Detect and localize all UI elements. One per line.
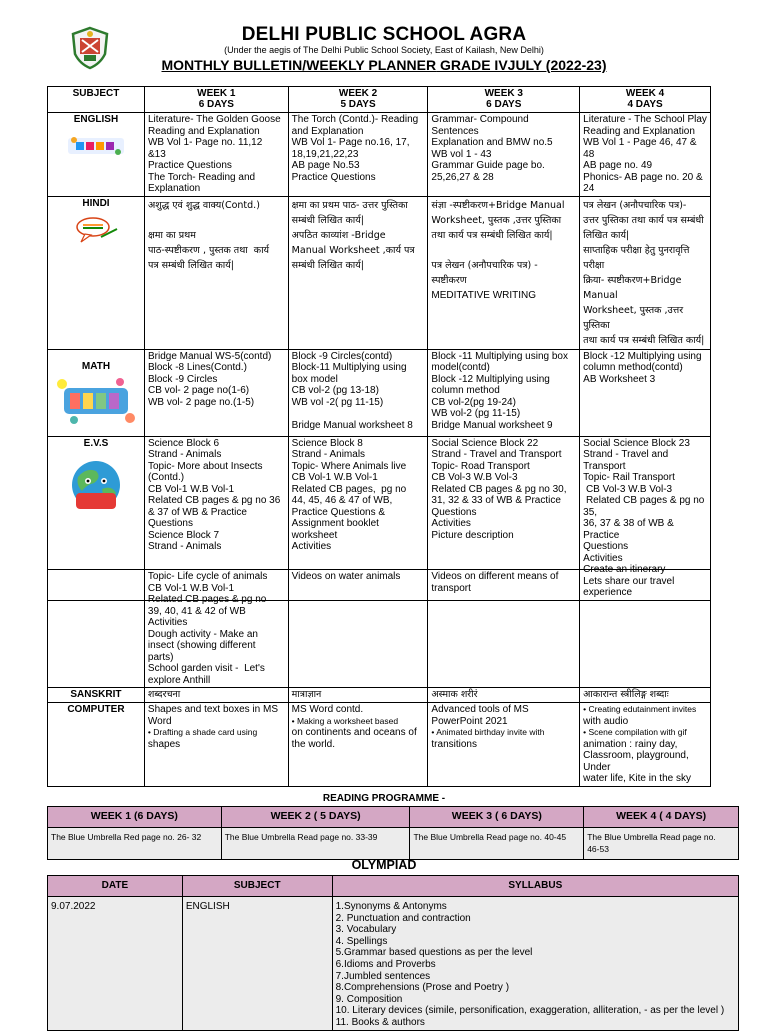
evs-week-3-text: Social Science Block 22 Strand - Travel and Transport Topic- Road Transport CB Vol-3 W.B Vol-3 Related CB pages & pg no 30, 31, 32 & 33 of WB & Practice Questions Activities Picture description (431, 437, 567, 541)
olympiad-header-subject: SUBJECT (182, 876, 332, 897)
hindi-week-2-text: क्षमा का प्रथम पाठ- उत्तर पुस्तिका सम्बंधी लिखित कार्य| अपठित काव्यांश -Bridge Manual Worksheet ,कार्य पत्र सम्बंधी लिखित कार्य| (291, 199, 415, 271)
english-week-2 (288, 113, 428, 197)
olympiad-subject: ENGLISH (182, 897, 332, 1031)
subject-hindi (48, 196, 145, 349)
computer-week-3-cont: transitions (431, 738, 477, 750)
math-week-3 (428, 349, 580, 436)
computer-week-1-topic: Shapes and text boxes in MS Word (147, 704, 278, 727)
math-week-1-text: Bridge Manual WS-5(contd) Block -8 Lines(Contd.) Block -9 Circles CB vol- 2 page no(1-6) WB vol- 2 page no.(1-5) (147, 350, 272, 408)
olympiad-header-date: DATE (48, 876, 183, 897)
week-2-days: 5 DAYS (340, 99, 376, 110)
subject-math (48, 349, 145, 436)
olympiad-title: OLYMPIAD (351, 858, 417, 872)
reading-week-2: The Blue Umbrella Read page no. 33-39 (221, 828, 410, 860)
english-week-2-text: The Torch (Contd.)- Reading and Explanation WB Vol 1- Page no.16, 17, 18,19,21,22,23 AB page No.53 Practice Questions (291, 114, 419, 183)
reading-week-4: The Blue Umbrella Read page no. 46-53 (584, 828, 739, 860)
week-2-label: WEEK 2 (338, 88, 378, 99)
computer-week-4-cont-2: animation : rainy day, Classroom, playground, Under water life, Kite in the sky (583, 738, 691, 784)
weekly-planner-table-continued (47, 569, 711, 787)
hindi-week-2 (288, 196, 428, 349)
evs-cont-week-3-text: Videos on different means of transport (431, 571, 559, 594)
hindi-week-3-text: संज्ञा -स्पष्टीकरण+Bridge Manual Worksheet, पुस्तक ,उत्तर पुस्तिका तथा कार्य पत्र सम्बंधी लिखित कार्य| पत्र लेखन (अनौपचारिक पत्र) - स्पष्टीकरण (431, 199, 565, 286)
header-subject: SUBJECT (48, 87, 145, 113)
olympiad-syllabus: 1.Synonyms & Antonyms 2. Punctuation and contraction 3. Vocabulary 4. Spellings 5.Grammar based questions as per the level 6.Idioms and Proverbs 7.Jumbled sentences 8.Comprehensions (Prose and Poetry ) 9. Composition 10. Literary devices (simile, personification, exaggeration, alliteration, - as per the level ) 11. Books & authors (332, 897, 738, 1031)
planner-header-row (48, 87, 711, 113)
computer-week-4-bullet-2: • Scene compilation with gif (583, 727, 687, 737)
row-hindi (48, 196, 711, 349)
math-illustration-icon (54, 374, 138, 426)
reading-week-3: The Blue Umbrella Read page no. 40-45 (410, 828, 584, 860)
hindi-speech-icon (71, 215, 121, 245)
math-week-1 (144, 349, 288, 436)
header-week-3 (428, 87, 580, 113)
header-week-2 (288, 87, 428, 113)
reading-header-week-4: WEEK 4 ( 4 DAYS) (584, 807, 739, 828)
evs-cont-week-4 (580, 570, 711, 688)
computer-week-4-cont-1: with audio (583, 715, 629, 727)
english-week-3-text: Grammar- Compound Sentences Explanation and BMW no.5 WB vol 1 - 43 Grammar Guide page bo. 25,26,27 & 28 (431, 114, 553, 183)
aegis-line: (Under the aegis of The Delhi Public School Society, East of Kailash, New Delhi) (224, 45, 544, 55)
weekly-planner-table (47, 86, 711, 601)
computer-week-2-cont: on continents and oceans of the world. (291, 727, 417, 750)
computer-week-2-topic: MS Word contd. (291, 704, 364, 715)
olympiad-row (48, 897, 739, 1031)
evs-cont-week-1 (144, 570, 288, 688)
week-4-days: 4 DAYS (627, 99, 663, 110)
math-week-2-text: Block -9 Circles(contd) Block-11 Multiplying using box model CB vol-2 (pg 13-18) WB vol -2( pg 11-15) Bridge Manual worksheet 8 (291, 350, 413, 431)
computer-week-1-bullet: • Drafting a shade card using (147, 727, 258, 737)
evs-week-4-text: Social Science Block 23 Strand - Travel and Transport Topic- Rail Transport CB Vol-3 W.B Vol-3 Related CB pages & pg no 35, 36, 37 & 38 of WB & Practice Questions Activities Create an itinerary Lets share our travel experience (583, 437, 705, 598)
row-sanskrit (48, 688, 711, 703)
reading-header-week-3: WEEK 3 ( 6 DAYS) (410, 807, 584, 828)
row-evs-continued (48, 570, 711, 688)
computer-week-4 (580, 703, 711, 787)
english-week-1-text: Literature- The Golden Goose Reading and Explanation WB Vol 1- Page no. 11,12 &13 Practice Questions The Torch- Reading and Explanation (147, 114, 281, 194)
reading-header-row (48, 807, 739, 828)
english-week-4 (580, 113, 711, 197)
reading-header-week-2: WEEK 2 ( 5 DAYS) (221, 807, 410, 828)
sanskrit-week-2: मात्राज्ञान (288, 688, 428, 703)
header-week-4 (580, 87, 711, 113)
english-week-3 (428, 113, 580, 197)
english-illustration-icon (66, 132, 126, 160)
subject-english-label: ENGLISH (73, 114, 119, 125)
evs-cont-week-2-text: Videos on water animals (291, 571, 401, 582)
evs-cont-week-1-text: Topic- Life cycle of animals CB Vol-1 W.B Vol-1 Related CB pages & pg no 39, 40, 41 & 42 of WB Activities Dough activity - Make an insect (showing different parts) School garden visit - Let's explore Anthill (147, 571, 268, 686)
week-3-days: 6 DAYS (486, 99, 522, 110)
bulletin-title-grade: GRADE IVJULY (2022-23) (436, 57, 607, 73)
week-3-label: WEEK 3 (484, 88, 523, 99)
computer-week-3-bullet: • Animated birthday invite with (431, 727, 545, 737)
olympiad-header-row (48, 876, 739, 897)
row-computer (48, 703, 711, 787)
header-week-1 (144, 87, 288, 113)
bulletin-title (0, 57, 768, 73)
meditative-writing: MEDITATIVE WRITING (431, 289, 537, 301)
computer-week-2-bullet: • Making a worksheet based (291, 715, 399, 726)
hindi-week-3 (428, 196, 580, 349)
computer-week-1 (144, 703, 288, 787)
page-header (0, 0, 768, 84)
reading-row (48, 828, 739, 860)
evs-cont-week-3 (428, 570, 580, 688)
subject-english (48, 113, 145, 197)
computer-week-3-topic: Advanced tools of MS PowerPoint 2021 (431, 704, 529, 727)
subject-computer: COMPUTER (48, 703, 145, 787)
hindi-week-1-text: अशुद्ध एवं शुद्ध वाक्य(Contd.) क्षमा का प्रथम पाठ-स्पष्टीकरण , पुस्तक तथा कार्य पत्र सम्बंधी लिखित कार्य| (147, 199, 270, 271)
sanskrit-week-1: शब्दरचना (144, 688, 288, 703)
math-week-4-text: Block -12 Multiplying using column method(contd) AB Worksheet 3 (583, 350, 702, 385)
bulletin-title-main: MONTHLY BULLETIN/WEEKLY PLANNER (161, 57, 437, 73)
olympiad-header-syllabus: SYLLABUS (332, 876, 738, 897)
evs-week-2-text: Science Block 8 Strand - Animals Topic- Where Animals live CB Vol-1 W.B Vol-1 Related CB pages, pg no 44, 45, 46 & 47 of WB, Practice Questions & Assignment booklet worksheet Activities (291, 437, 407, 552)
evs-cont-week-2 (288, 570, 428, 688)
reading-programme-table (47, 806, 739, 860)
week-1-days: 6 DAYS (198, 99, 234, 110)
math-week-3-text: Block -11 Multiplying using box model(contd) Block -12 Multiplying using column method CB vol-2(pg 19-24) WB vol-2 (pg 11-15) Bridge Manual worksheet 9 (431, 350, 568, 431)
subject-math-label: MATH (81, 360, 111, 372)
english-week-1 (144, 113, 288, 197)
hindi-week-4-text: पत्र लेखन (अनौपचारिक पत्र)- उत्तर पुस्तिका तथा कार्य पत्र सम्बंधी लिखित कार्य| साप्ताहिक परीक्षा हेतु पुनरावृत्ति परीक्षा क्रिया- स्पष्टीकरण+Bridge Manual Worksheet, पुस्तक ,उत्तर पुस्तिका तथा कार्य पत्र सम्बंधी लिखित कार्य| (583, 199, 705, 346)
subject-evs-continued (48, 570, 145, 688)
evs-globe-icon (66, 455, 126, 521)
computer-week-2 (288, 703, 428, 787)
computer-week-4-bullet-1: • Creating edutainment invites (583, 704, 697, 714)
subject-evs-label: E.V.S (83, 437, 109, 449)
math-week-4 (580, 349, 711, 436)
subject-sanskrit: SANSKRIT (48, 688, 145, 703)
week-1-label: WEEK 1 (197, 88, 236, 99)
reading-week-1: The Blue Umbrella Red page no. 26- 32 (48, 828, 222, 860)
reading-header-week-1: WEEK 1 (6 DAYS) (48, 807, 222, 828)
olympiad-date: 9.07.2022 (48, 897, 183, 1031)
olympiad-table (47, 875, 739, 1031)
english-week-4-text: Literature - The School Play Reading and Explanation WB Vol 1 - Page 46, 47 & 48 AB page no. 49 Phonics- AB page no. 20 & 24 (583, 114, 707, 194)
hindi-week-4 (580, 196, 711, 349)
sanskrit-week-4: आकारान्त स्त्रीलिङ्ग शब्दाः (580, 688, 711, 703)
computer-week-1-cont: shapes (147, 738, 181, 750)
subject-hindi-label: HINDI (82, 197, 110, 209)
sanskrit-week-3: अस्माक शरीरं (428, 688, 580, 703)
week-4-label: WEEK 4 (625, 88, 665, 99)
computer-week-3 (428, 703, 580, 787)
math-week-2 (288, 349, 428, 436)
row-english (48, 113, 711, 197)
row-math (48, 349, 711, 436)
school-name: DELHI PUBLIC SCHOOL AGRA (241, 24, 527, 45)
reading-programme-title: READING PROGRAMME - (322, 793, 446, 804)
hindi-week-1 (144, 196, 288, 349)
evs-week-1-text: Science Block 6 Strand - Animals Topic- More about Insects (Contd.) CB Vol-1 W.B Vol-1 Related CB pages & pg no 36 & 37 of WB & Practice Questions Science Block 7 Strand - Animals (147, 437, 281, 552)
